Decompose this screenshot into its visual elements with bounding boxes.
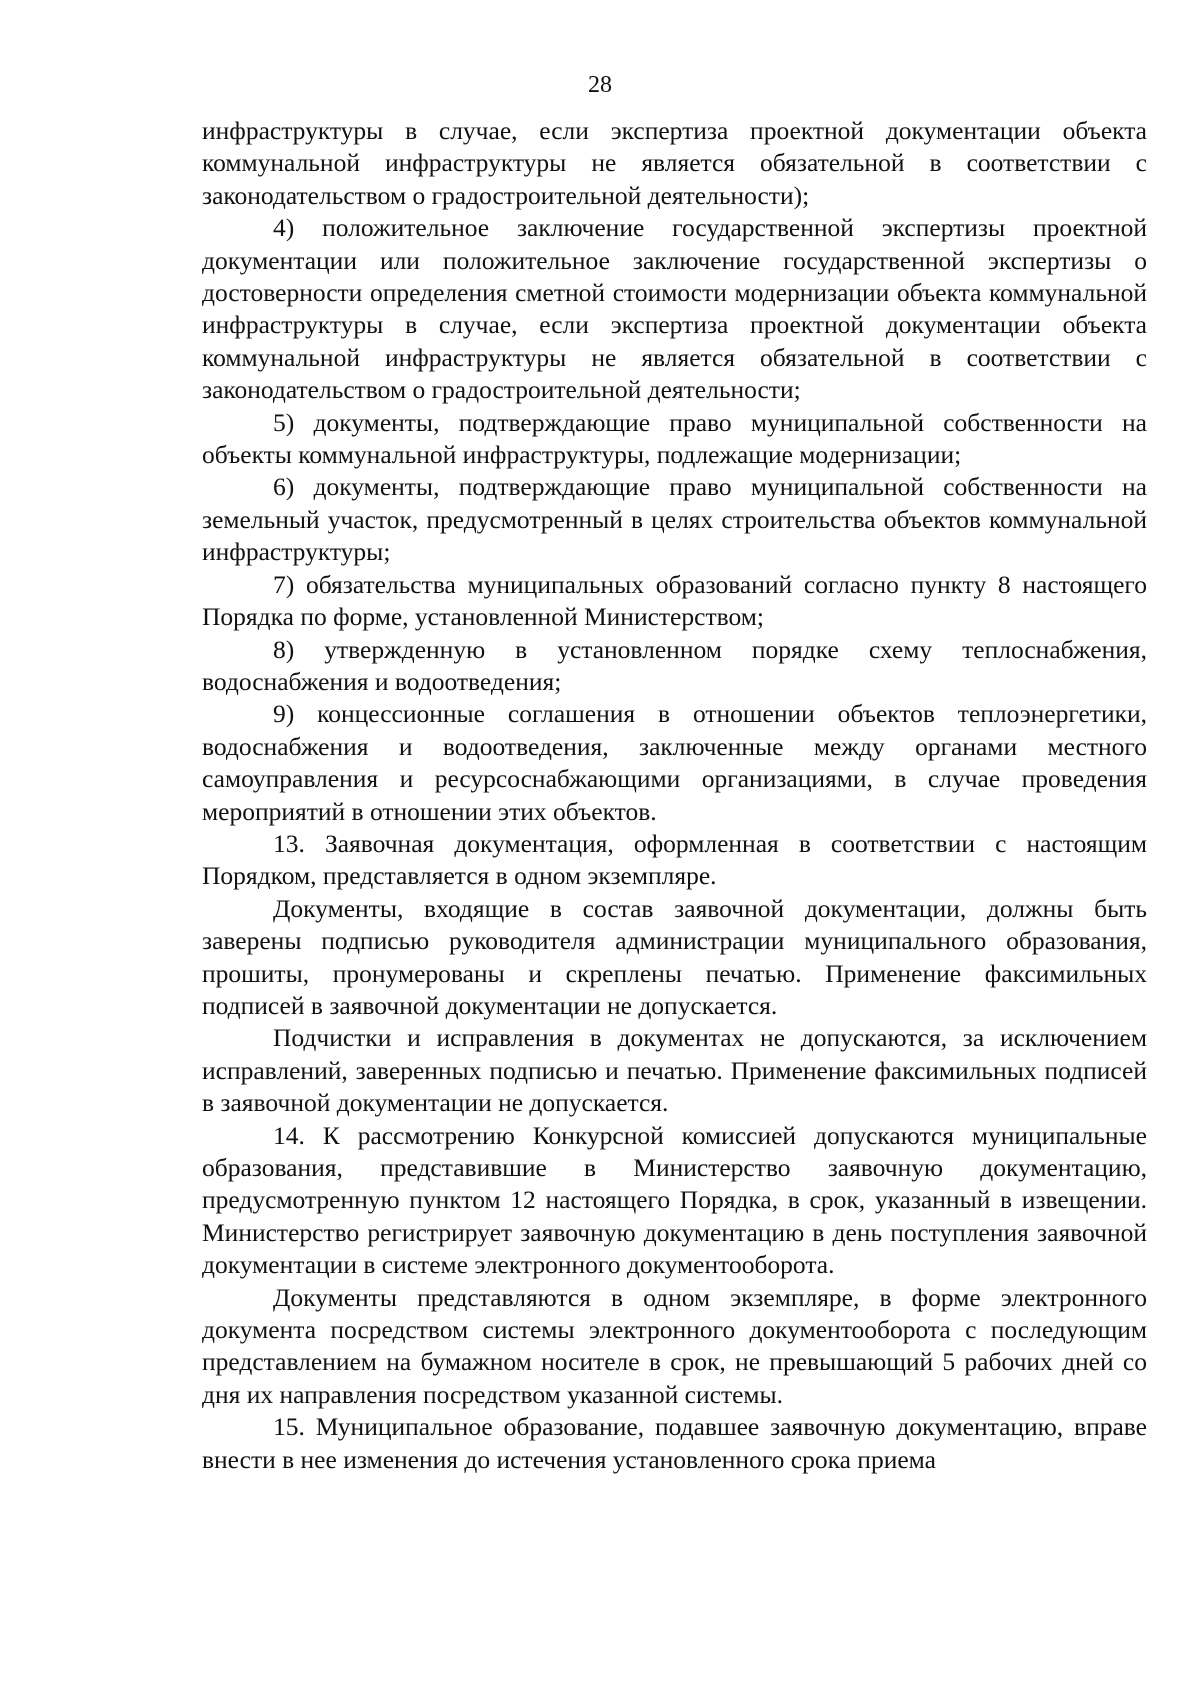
paragraph-8: 13. Заявочная документация, оформленная в соответствии с настоящим Порядком, представляется в одном экземпляре. [202, 828, 1147, 891]
paragraph-2: 4) положительное заключение государственной экспертизы проектной документации или положительное заключение государственной экспертизы о достоверности определения сметной стоимости модернизации объекта коммунальной инфраструктуры в случае, если экспертиза проектной документации объекта коммунальной инфраструктуры не является обязательной в соответствии с законодательством о градостроительной деятельности; [202, 213, 1147, 405]
page-number: 28 [588, 72, 612, 98]
paragraph-11: 14. К рассмотрению Конкурсной комиссией допускаются муниципальные образования, представившие в Министерство заявочную документацию, предусмотренную пунктом 12 настоящего Порядка, в срок, указанный в извещении. Министерство регистрирует заявочную документацию в день поступления заявочной документации в системе электронного документооборота. [202, 1120, 1147, 1280]
paragraph-1: инфраструктуры в случае, если экспертиза проектной документации объекта коммунальной инфраструктуры не является обязательной в соответствии с законодательством о градостроительной деятельности); [202, 116, 1147, 210]
paragraph-13: 15. Муниципальное образование, подавшее заявочную документацию, вправе внести в нее изменения до истечения установленного срока приема [202, 1412, 1147, 1474]
paragraph-12: Документы представляются в одном экземпляре, в форме электронного документа посредством системы электронного документооборота с последующим представлением на бумажном носителе в срок, не превышающий 5 рабочих дней со дня их направления посредством указанной системы. [202, 1282, 1147, 1409]
paragraph-6: 8) утвержденную в установленном порядке схему теплоснабжения, водоснабжения и водоотведения; [202, 634, 1147, 696]
paragraph-3: 5) документы, подтверждающие право муниципальной собственности на объекты коммунальной инфраструктуры, подлежащие модернизации; [202, 407, 1147, 470]
paragraph-9: Документы, входящие в состав заявочной документации, должны быть заверены подписью руководителя администрации муниципального образования, прошиты, пронумерованы и скреплены печатью. Применение факсимильных подписей в заявочной документации не допускается. [202, 893, 1147, 1020]
paragraph-7: 9) концессионные соглашения в отношении объектов теплоэнергетики, водоснабжения и водоотведения, заключенные между органами местного самоуправления и ресурсоснабжающими организациями, в случае проведения мероприятий в отношении этих объектов. [202, 699, 1147, 826]
paragraph-5: 7) обязательства муниципальных образований согласно пункту 8 настоящего Порядка по форме, установленной Министерством; [202, 569, 1147, 632]
document-body [202, 115, 1147, 1476]
paragraph-10: Подчистки и исправления в документах не допускаются, за исключением исправлений, заверенных подписью и печатью. Применение факсимильных подписей в заявочной документации не допускается. [202, 1023, 1147, 1118]
paragraph-4: 6) документы, подтверждающие право муниципальной собственности на земельный участок, предусмотренный в целях строительства объектов коммунальной инфраструктуры; [202, 472, 1147, 567]
